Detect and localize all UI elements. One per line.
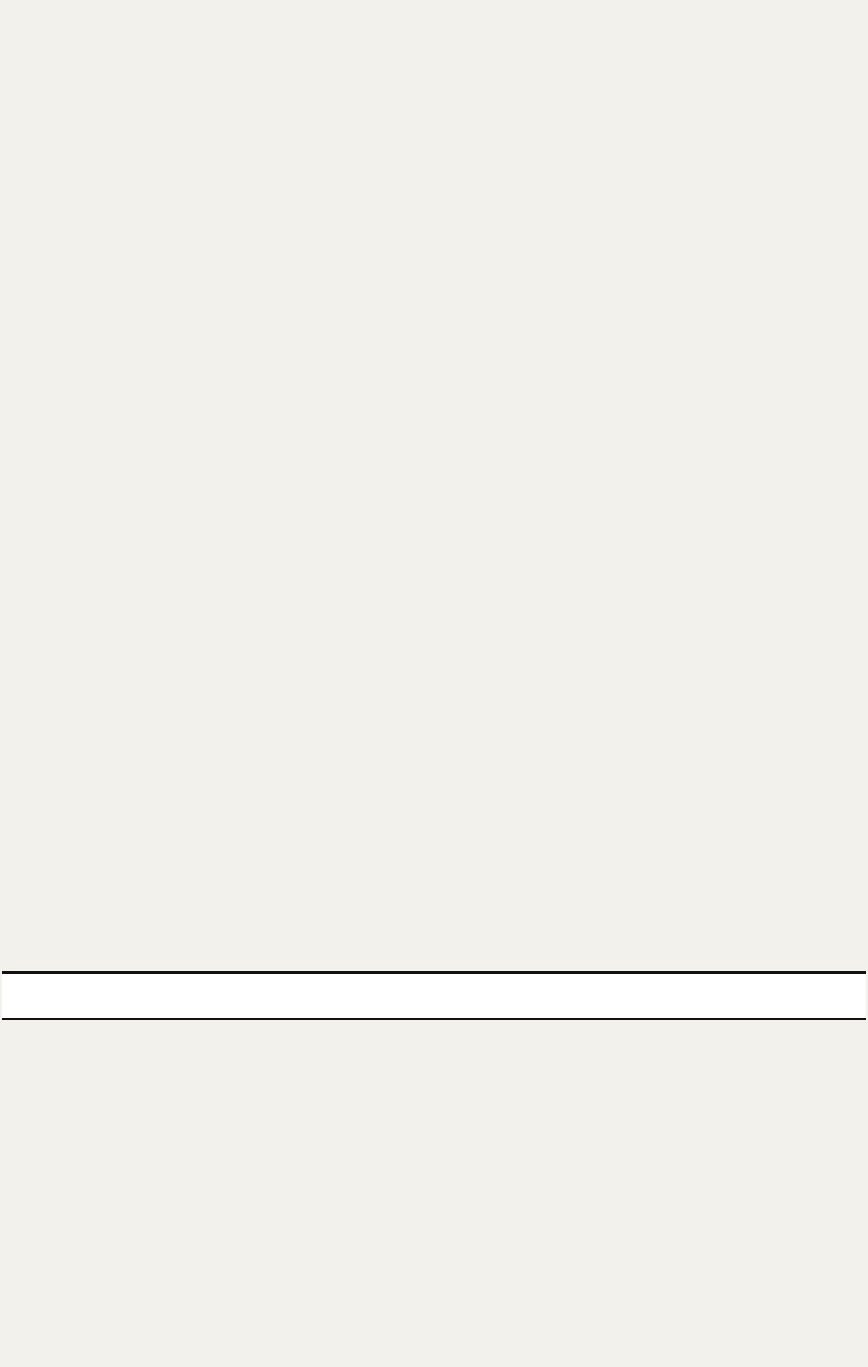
help-wanted-section <box>2 14 866 974</box>
service-guide-section <box>2 1018 866 1363</box>
page-header <box>4 2 864 14</box>
home-service-guide-banner <box>2 971 866 1020</box>
